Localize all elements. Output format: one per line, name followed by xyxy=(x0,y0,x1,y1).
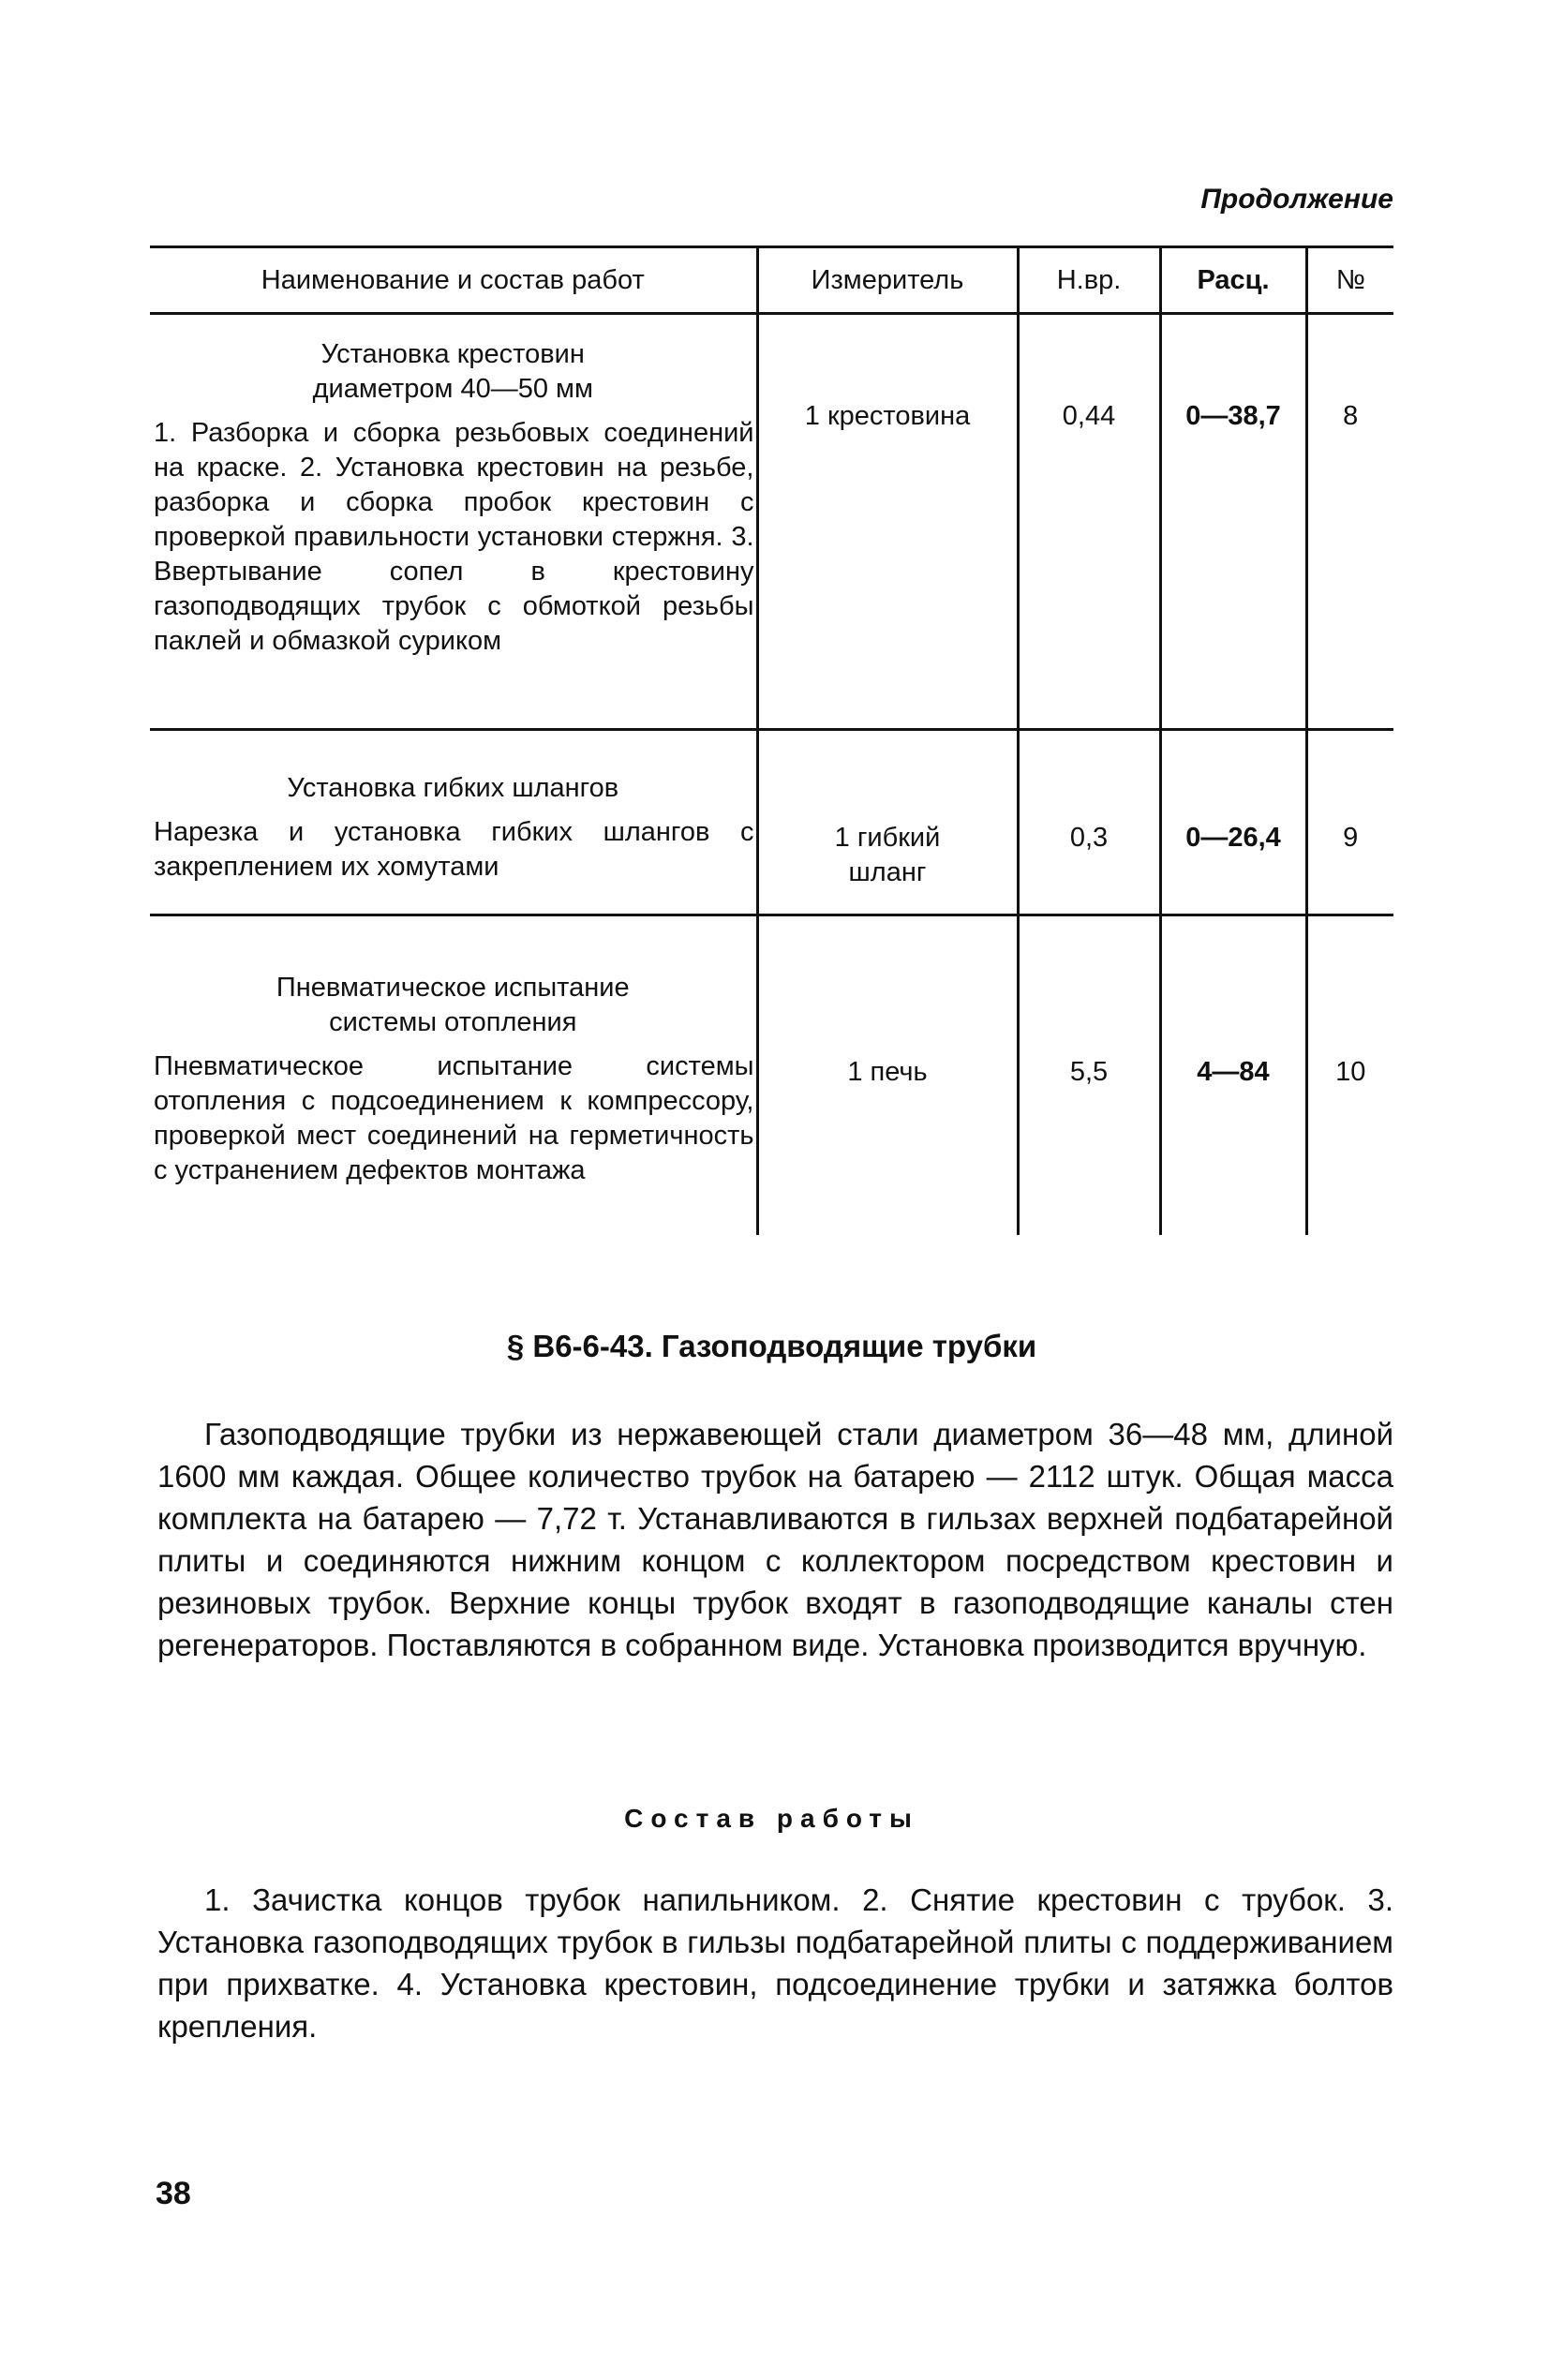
row-body: Пневматическое испытание системы отопления с подсоединением к компрессору, проверкой мест соединений на герметичность с устранением дефектов монтажа xyxy=(154,1051,754,1185)
row-price xyxy=(1160,915,1306,1236)
row-price xyxy=(1160,314,1306,730)
row-description xyxy=(150,314,757,730)
row-number xyxy=(1306,915,1393,1236)
row-description xyxy=(150,915,757,1236)
row-number-value: 9 xyxy=(1343,823,1359,853)
row-time xyxy=(1018,915,1160,1236)
composition-text: 1. Зачистка концов трубок напильником. 2. Снятие крестовин с трубок. 3. Установка газоподводящих трубок в гильзы подбатарейной плиты с поддерживанием при прихватке. 4. Установка крестовин, подсоединение трубки и затяжка болтов крепления. xyxy=(157,1882,1393,2044)
continuation-label: Продолжение xyxy=(1200,184,1393,215)
row-number-value: 8 xyxy=(1343,401,1359,431)
row-unit-value: 1 печь xyxy=(847,1057,928,1087)
table-row xyxy=(150,314,1393,730)
row-description xyxy=(150,730,757,915)
row-number xyxy=(1306,730,1393,915)
row-price xyxy=(1160,730,1306,915)
section-intro: Газоподводящие трубки из нержавеющей стали диаметром 36—48 мм, длиной 1600 мм каждая. Общее количество трубок на батарею — 2112 штук. Общая масса комплекта на батарею — 7,72 т. Устанавливаются в гильзах верхней подбатарейной плиты и соединяются нижним концом с коллектором посредством крестовин и резиновых трубок. Верхние концы трубок входят в газоподводящие каналы стен регенераторов. Поставляются в собранном виде. Установка производится вручную. xyxy=(157,1417,1393,1662)
row-number xyxy=(1306,314,1393,730)
row-title: Установка гибких шлангов xyxy=(287,773,619,803)
row-time-value: 5,5 xyxy=(1069,1057,1109,1087)
row-unit-value: 1 гибкий шланг xyxy=(834,823,941,887)
section-title: § В6-6-43. Газоподводящие трубки xyxy=(506,1329,1037,1363)
row-price-value: 0—26,4 xyxy=(1185,823,1281,853)
header-number: № xyxy=(1306,247,1393,314)
composition-title: Состав работы xyxy=(624,1804,919,1833)
header-time: Н.вр. xyxy=(1018,247,1160,314)
row-body: Нарезка и установка гибких шлангов с закреплением их хомутами xyxy=(154,817,754,882)
row-unit xyxy=(757,730,1018,915)
header-price: Расц. xyxy=(1160,247,1306,314)
row-time xyxy=(1018,314,1160,730)
row-time xyxy=(1018,730,1160,915)
row-time-value: 0,44 xyxy=(1062,401,1116,431)
row-body: 1. Разборка и сборка резьбовых соединений на краске. 2. Установка крестовин на резьбе, разборка и сборка пробок крестовин с проверкой правильности установки стержня. 3. Ввертывание сопел в крестовину газоподводящих трубок с обмоткой резьбы паклей и обмазкой суриком xyxy=(154,418,754,656)
row-time-value: 0,3 xyxy=(1069,823,1109,853)
row-unit xyxy=(757,915,1018,1236)
row-price-value: 4—84 xyxy=(1197,1057,1270,1087)
row-unit xyxy=(757,314,1018,730)
page-number: 38 xyxy=(156,2176,191,2211)
norms-table xyxy=(150,245,1393,1235)
header-name: Наименование и состав работ xyxy=(150,247,757,314)
table-row xyxy=(150,730,1393,915)
row-price-value: 0—38,7 xyxy=(1185,401,1281,431)
header-unit: Измеритель xyxy=(757,247,1018,314)
row-title: Пневматическое испытание системы отопления xyxy=(276,973,630,1037)
table-row xyxy=(150,915,1393,1236)
row-number-value: 10 xyxy=(1335,1057,1366,1087)
row-title: Установка крестовин диаметром 40—50 мм xyxy=(312,339,593,404)
row-unit-value: 1 крестовина xyxy=(804,401,971,431)
table-header-row xyxy=(150,247,1393,314)
